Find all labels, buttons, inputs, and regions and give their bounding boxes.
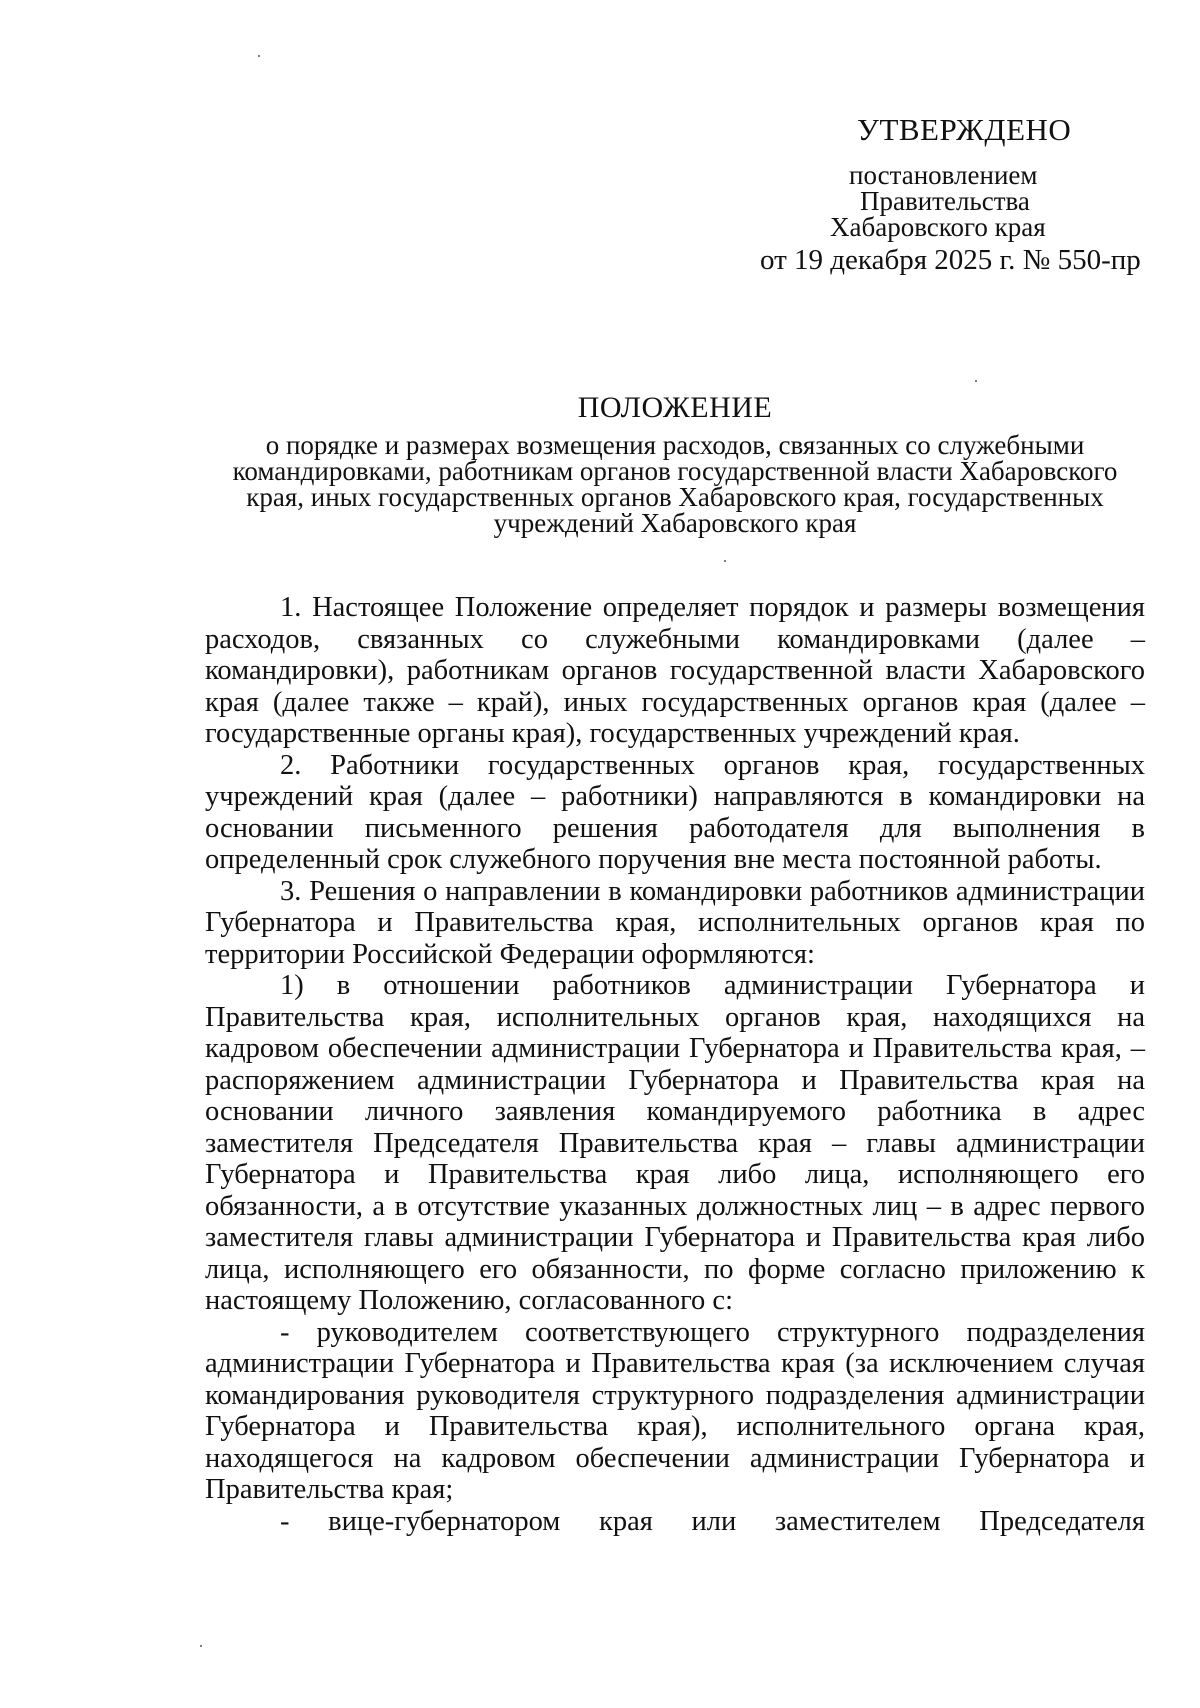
approval-heading: УТВЕРЖДЕНО <box>857 112 1072 147</box>
document-subtitle: о порядке и размерах возмещения расходов, связанных со служебными командировками, работникам органов государственной власти Хабаровского края, иных государственных органов Хабаровского края, государственных учреждений Хабаровского края <box>232 430 1118 538</box>
approval-line-date-number: от 19 декабря 2025 г. № 550-пр <box>760 244 1141 276</box>
scan-speck <box>724 560 726 562</box>
scan-speck <box>200 1645 202 1647</box>
paragraph-1: 1. Настоящее Положение определяет порядок и размеры возмещения расходов, связанных со служебными командировками (далее – командировки), работникам органов государственной власти Хабаровского края (далее также – край), иных государственных органов края (далее – государственные органы края), государственных учреждений края. <box>205 592 1145 749</box>
paragraph-3: 3. Решения о направлении в командировки работников администрации Губернатора и Правительства края, исполнительных органов края по территории Российской Федерации оформляются: <box>205 875 1145 970</box>
paragraph-dash-item-2: - вице-губернатором края или заместителем Председателя <box>280 1505 1145 1537</box>
approval-line-region: Хабаровского края <box>830 212 1046 242</box>
scan-speck <box>258 55 260 57</box>
paragraph-dash-item-1: - руководителем соответствующего структурного подразделения администрации Губернатора и Правительства края (за исключением случая командирования руководителя структурного подразделения администрации Губернатора и Правительства края), исполнительного органа края, находящегося на кадровом обеспечении администрации Губернатора и Правительства края; <box>205 1316 1145 1505</box>
approval-line-resolution: постановлением <box>849 160 1038 190</box>
paragraph-3-item-1: 1) в отношении работников администрации Губернатора и Правительства края, исполнительных органов края, находящихся на кадровом обеспечении администрации Губернатора и Правительства края, – распоряжением администрации Губернатора и Правительства края на основании личного заявления командируемого работника в адрес заместителя Председателя Правительства края – главы администрации Губернатора и Правительства края либо лица, исполняющего его обязанности, а в отсутствие указанных должностных лиц – в адрес первого заместителя главы администрации Губернатора и Правительства края либо лица, исполняющего его обязанности, по форме согласно приложению к настоящему Положению, согласованного с: <box>205 970 1145 1316</box>
scan-speck <box>975 380 977 382</box>
document-title: ПОЛОЖЕНИЕ <box>577 391 773 424</box>
approval-line-government: Правительства <box>860 186 1030 216</box>
paragraph-2: 2. Работники государственных органов края, государственных учреждений края (далее – работники) направляются в командировки на основании письменного решения работодателя для выполнения в определенный срок служебного поручения вне места постоянной работы. <box>205 749 1145 875</box>
document-body <box>205 592 1145 1537</box>
